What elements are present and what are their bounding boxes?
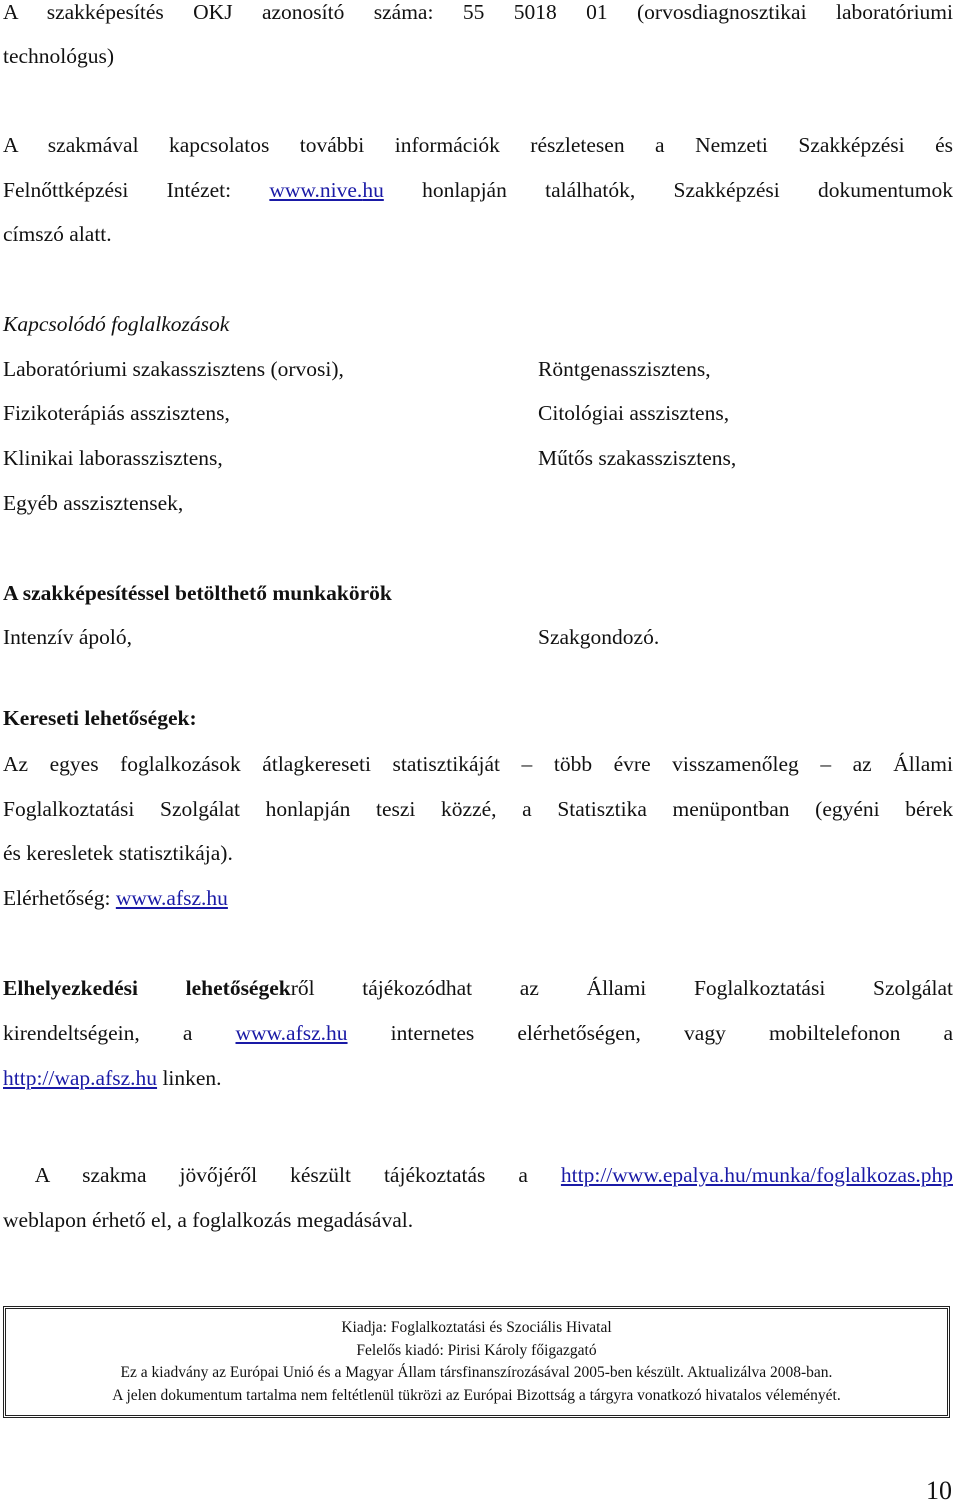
related-heading: Kapcsolódó foglalkozások [3, 312, 230, 336]
info-line-2 [3, 168, 953, 213]
jobs-right: Szakgondozó. [538, 625, 660, 649]
nive-link[interactable]: www.nive.hu [269, 178, 384, 202]
wap-afsz-link[interactable]: http://wap.afsz.hu [3, 1066, 158, 1090]
placement-line-3 [3, 1056, 222, 1101]
related-left-item: Fizikoterápiás asszisztens, [3, 401, 230, 425]
earnings-heading: Kereseti lehetőségek: [3, 706, 197, 730]
related-right-item: Citológiai asszisztens, [538, 401, 730, 425]
info-line-1: A szakmával kapcsolatos további információk részletesen a Nemzeti Szakképzési és [3, 133, 953, 157]
placement-line-2 [3, 1011, 953, 1056]
placement-line-2-prefix: kirendeltségein, a [3, 1021, 236, 1045]
footer-line-1: Kiadja: Foglalkoztatási és Szociális Hivatal [341, 1319, 612, 1336]
related-right-item: Röntgenasszisztens, [538, 357, 711, 381]
okj-line-1: A szakképesítés OKJ azonosító száma: 55 5018 01 (orvosdiagnosztikai laboratóriumi [3, 0, 953, 24]
info-line-2-suffix: honlapján találhatók, Szakképzési dokumentumok [383, 178, 953, 202]
placement-line-1 [3, 966, 953, 1011]
okj-line-2: technológus) [3, 44, 115, 68]
footer-line-4: A jelen dokumentum tartalma nem feltétlenül tükrözi az Európai Bizottság a tárgyra vonatkozó hivatalos véleményét. [112, 1386, 841, 1404]
footer-line-2: Felelős kiadó: Pirisi Károly főigazgató [356, 1341, 597, 1359]
earnings-access-label: Elérhetőség: [3, 886, 116, 910]
page-number: 10 [926, 1476, 952, 1505]
jobs-left: Intenzív ápoló, [3, 625, 132, 649]
placement-line-2-suffix: internetes elérhetőségen, vagy mobiltelefonon a [347, 1021, 953, 1045]
earnings-line-3: és keresletek statisztikája). [3, 841, 233, 865]
placement-bold: Elhelyezkedési lehetőségek [3, 976, 291, 1000]
placement-line-3-suffix: linken. [157, 1066, 222, 1090]
footer-line-3: Ez a kiadvány az Európai Unió és a Magyar Állam társfinanszírozásával 2005-ben készült. Aktualizálva 2008-ban. [120, 1364, 833, 1381]
related-left-item: Laboratóriumi szakasszisztens (orvosi), [3, 357, 344, 381]
future-line-2: weblapon érhető el, a foglalkozás megadásával. [3, 1208, 414, 1232]
info-line-3: címszó alatt. [3, 222, 112, 246]
earnings-line-2: Foglalkoztatási Szolgálat honlapján teszi közzé, a Statisztika menüpontban (egyéni bérek [3, 797, 953, 821]
future-line-1 [3, 1153, 953, 1198]
future-line-1-prefix: A szakma jövőjéről készült tájékoztatás a [3, 1163, 561, 1187]
earnings-line-1: Az egyes foglalkozások átlagkereseti statisztikáját – több évre visszamenőleg – az Állami [3, 752, 953, 776]
afsz-link[interactable]: www.afsz.hu [235, 1021, 348, 1045]
earnings-access [3, 876, 228, 921]
afsz-link[interactable]: www.afsz.hu [115, 886, 228, 910]
related-left-item: Egyéb asszisztensek, [3, 491, 184, 515]
placement-line-1-rest: ről tájékozódhat az Állami Foglalkoztatási Szolgálat [290, 976, 953, 1000]
info-line-2-prefix: Felnőttképzési Intézet: [3, 178, 270, 202]
publisher-box [3, 1306, 950, 1418]
related-left-item: Klinikai laborasszisztens, [3, 446, 223, 470]
jobs-heading: A szakképesítéssel betölthető munkakörök [3, 581, 392, 605]
epalya-link[interactable]: http://www.epalya.hu/munka/foglalkozas.php [560, 1163, 953, 1187]
related-right-item: Műtős szakasszisztens, [538, 446, 737, 470]
